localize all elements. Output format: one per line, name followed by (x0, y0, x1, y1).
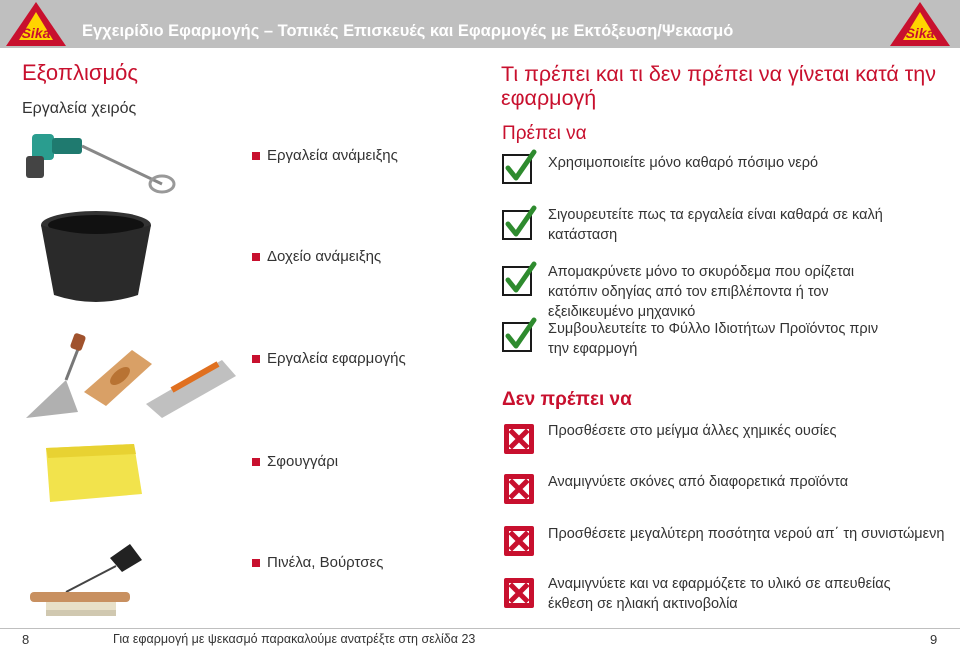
brushes-image (26, 538, 156, 622)
sika-logo-left (6, 2, 66, 46)
tool-label-bucket: Δοχείο ανάμειξης (252, 248, 381, 265)
dont-item-3: Προσθέσετε μεγαλύτερη ποσότητα νερού απ΄ τη συνιστώμενη (548, 526, 945, 542)
header-title: Εγχειρίδιο Εφαρμογής – Τοπικές Επισκευές και Εφαρμογές με Εκτόξευση/Ψεκασμό (82, 22, 734, 40)
cross-icon (504, 526, 534, 556)
tool-label-sponge: Σφουγγάρι (252, 453, 338, 470)
page-number-right: 9 (930, 632, 938, 647)
dont-item-1: Προσθέσετε στο μείγμα άλλες χημικές ουσίες (548, 423, 837, 439)
mixer-drill-image (22, 126, 182, 196)
checkmark-icon (502, 322, 532, 352)
cross-icon (504, 424, 534, 454)
cross-icon (504, 474, 534, 504)
do-heading: Πρέπει να (502, 123, 587, 144)
svg-text:Sika: Sika (21, 25, 51, 41)
bullet-icon (252, 253, 260, 261)
tool-label-mixing: Εργαλεία ανάμειξης (252, 147, 398, 164)
mixing-bucket-image (36, 205, 156, 305)
bullet-icon (252, 559, 260, 567)
tool-label-brushes: Πινέλα, Βούρτσες (252, 554, 383, 571)
bullet-icon (252, 355, 260, 363)
trowels-image (22, 330, 242, 422)
checkmark-icon (502, 210, 532, 240)
do-item-1: Χρησιμοποιείτε μόνο καθαρό πόσιμο νερό (548, 155, 819, 171)
hand-tools-subtitle: Εργαλεία χειρός (22, 100, 137, 117)
bullet-icon (252, 152, 260, 160)
page-number-left: 8 (22, 632, 30, 647)
svg-text:Sika: Sika (905, 25, 935, 41)
equipment-title: Εξοπλισμός (22, 60, 139, 85)
dont-item-2: Αναμιγνύετε σκόνες από διαφορετικά προϊόντα (548, 474, 849, 490)
tool-label-application: Εργαλεία εφαρμογής (252, 350, 406, 367)
sika-logo-right (890, 2, 950, 46)
sponge-image (38, 438, 148, 508)
checkmark-icon (502, 154, 532, 184)
do-item-4: Συμβουλευτείτε το Φύλλο Ιδιοτήτων Προϊόντος πριν την εφαρμογή (548, 321, 879, 357)
checkmark-icon (502, 266, 532, 296)
cross-icon (504, 578, 534, 608)
dos-donts-title: Τι πρέπει και τι δεν πρέπει να γίνεται κατά την εφαρμογή (501, 62, 936, 110)
bullet-icon (252, 458, 260, 466)
do-item-3: Απομακρύνετε μόνο το σκυρόδεμα που ορίζεται κατόπιν οδηγίας από τον επιβλέποντα ή τον εξειδικευμένο μηχανικό (548, 264, 855, 320)
footer-divider (0, 628, 960, 629)
dont-item-4: Αναμιγνύετε και να εφαρμόζετε το υλικό σε απευθείας έκθεση σε ηλιακή ακτινοβολία (548, 576, 891, 612)
do-item-2: Σιγουρευτείτε πως τα εργαλεία είναι καθαρά σε καλή κατάσταση (548, 207, 883, 243)
dont-heading: Δεν πρέπει να (502, 389, 632, 410)
footer-note: Για εφαρμογή με ψεκασμό παρακαλούμε ανατρέξτε στη σελίδα 23 (113, 632, 476, 646)
